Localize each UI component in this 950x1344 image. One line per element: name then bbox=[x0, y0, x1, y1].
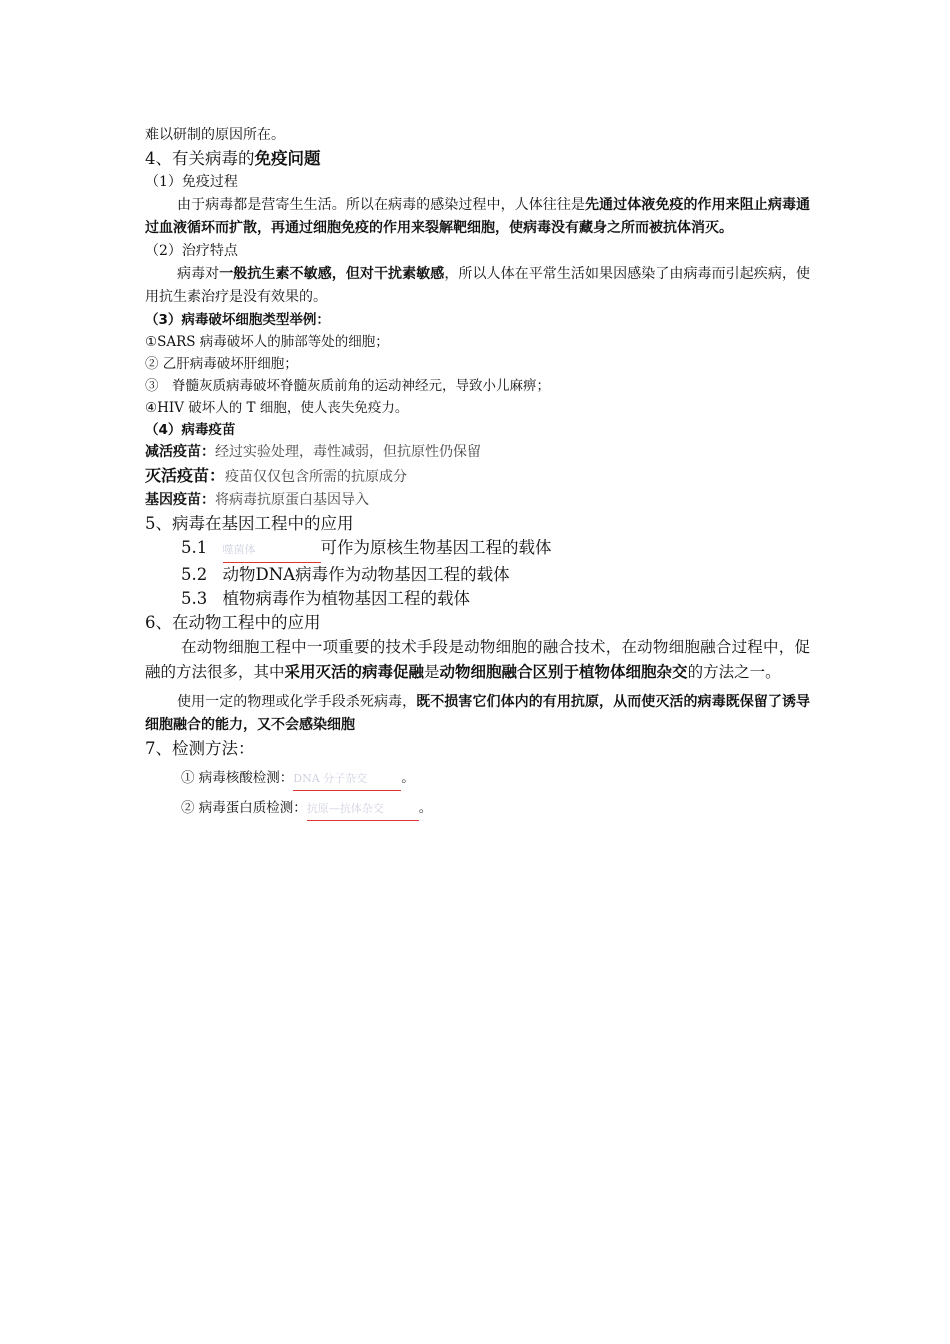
detection-protein: ② 病毒蛋白质检测：抗原—抗体杂交 。 bbox=[145, 797, 810, 821]
subheading-cell-damage-examples: （3）病毒破坏细胞类型举例： bbox=[145, 312, 330, 328]
item-5-3: 5.3 植物病毒作为植物基因工程的载体 bbox=[181, 589, 470, 608]
item-5-1: 5.1 噬菌体 可作为原核生物基因工程的载体 bbox=[145, 536, 810, 563]
answer-blank-antigen: 抗原—抗体杂交 bbox=[307, 798, 419, 821]
vaccine-attenuated: 减活疫苗：经过实验处理，毒性减弱，但抗原性仍保留 bbox=[145, 444, 481, 460]
continuation-line: 难以研制的原因所在。 bbox=[145, 127, 285, 143]
paragraph-treatment: 病毒对一般抗生素不敏感，但对干扰素敏感，所以人体在平常生活如果因感染了由病毒而引起疾病，使用抗生素治疗是没有效果的。 bbox=[145, 266, 811, 305]
item-5-2: 5.2 动物DNA病毒作为动物基因工程的载体 bbox=[181, 565, 510, 584]
example-item: ② 乙肝病毒破坏肝细胞； bbox=[145, 356, 298, 372]
paragraph-immune-process: 由于病毒都是营寄生生活。所以在病毒的感染过程中，人体往往是先通过体液免疫的作用来阻止病毒通过血液循环而扩散，再通过细胞免疫的作用来裂解靶细胞，使病毒没有藏身之所而被抗体消灭。 bbox=[145, 197, 811, 236]
paragraph-inactivation: 使用一定的物理或化学手段杀死病毒，既不损害它们体内的有用抗原，从而使灭活的病毒既保留了诱导细胞融合的能力，又不会感染细胞 bbox=[145, 694, 811, 733]
section-5-heading: 5、病毒在基因工程中的应用 bbox=[145, 514, 354, 533]
section-4-heading: 4、有关病毒的免疫问题 bbox=[145, 149, 321, 168]
paragraph-cell-fusion: 在动物细胞工程中一项重要的技术手段是动物细胞的融合技术，在动物细胞融合过程中，促融的方法很多，其中采用灭活的病毒促融是动物细胞融合区别于植物体细胞杂交的方法之一。 bbox=[145, 638, 810, 681]
subheading-treatment: （2）治疗特点 bbox=[145, 243, 238, 259]
example-item: ④HIV 破坏人的 T 细胞，使人丧失免疫力。 bbox=[145, 400, 409, 416]
document-page bbox=[145, 124, 810, 821]
detection-nucleic-acid: ① 病毒核酸检测：DNA 分子杂交 。 bbox=[145, 767, 810, 791]
vaccine-genetic: 基因疫苗：将病毒抗原蛋白基因导入 bbox=[145, 492, 369, 508]
subheading-vaccines: （4）病毒疫苗 bbox=[145, 422, 236, 438]
vaccine-inactivated: 灭活疫苗：疫苗仅仅包含所需的抗原成分 bbox=[145, 466, 408, 485]
answer-blank-dna: DNA 分子杂交 bbox=[293, 768, 401, 791]
section-7-heading: 7、检测方法： bbox=[145, 739, 255, 758]
section-6-heading: 6、在动物工程中的应用 bbox=[145, 613, 321, 632]
subheading-immune-process: （1）免疫过程 bbox=[145, 174, 238, 190]
example-item: ①SARS 病毒破坏人的肺部等处的细胞； bbox=[145, 334, 389, 350]
answer-blank-5-1: 噬菌体 bbox=[223, 538, 321, 563]
example-item: ③ 脊髓灰质病毒破坏脊髓灰质前角的运动神经元，导致小儿麻痹； bbox=[145, 378, 550, 394]
